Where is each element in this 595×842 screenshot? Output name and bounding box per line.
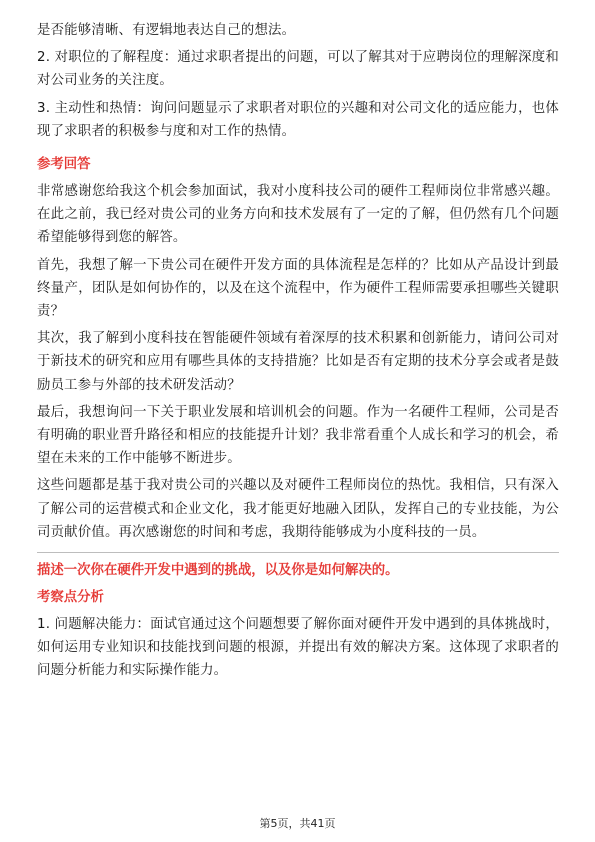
answer-paragraph-2: 首先，我想了解一下贵公司在硬件开发方面的具体流程是怎样的？比如从产品设计到最终量产，团队是如何协作的，以及在这个流程中，作为硬件工程师需要承担哪些关键职责？ [37,257,559,320]
question-heading: 描述一次你在硬件开发中遇到的挑战，以及你是如何解决的。 [37,563,399,579]
answer-paragraph-4: 最后，我想询问一下关于职业发展和培训机会的问题。作为一名硬件工程师，公司是否有明确的职业晋升路径和相应的技能提升计划？我非常看重个人成长和学习的机会，希望在未来的工作中能够不断进步。 [37,404,559,467]
section-divider [37,552,559,553]
reference-answer-heading: 参考回答 [37,157,91,173]
answer-paragraph-1: 非常感谢您给我这个机会参加面试，我对小度科技公司的硬件工程师岗位非常感兴趣。在此之前，我已经对贵公司的业务方向和技术发展有了一定的了解，但仍然有几个问题希望能够得到您的解答。 [37,184,559,246]
page-content [37,19,559,683]
analysis-heading: 考察点分析 [37,590,104,606]
page-footer: 第5页，共41页 [259,817,336,830]
answer-paragraph-3: 其次，我了解到小度科技在智能硬件领域有着深厚的技术积累和创新能力，请问公司对于新技术的研究和应用有哪些具体的支持措施？比如是否有定期的技术分享会或者是鼓励员工参与外部的技术研发活动？ [37,331,559,393]
analysis-paragraph-1: 1. 问题解决能力：面试官通过这个问题想要了解你面对硬件开发中遇到的具体挑战时，如何运用专业知识和技能找到问题的根源，并提出有效的解决方案。这体现了求职者的问题分析能力和实际操作能力。 [37,617,559,679]
top-paragraph-1: 是否能够清晰、有逻辑地表达自己的想法。 [37,23,296,38]
top-paragraph-3: 3. 主动性和热情：询问问题显示了求职者对职位的兴趣和对公司文化的适应能力，也体现了求职者的积极参与度和对工作的热情。 [37,100,559,139]
answer-paragraph-5: 这些问题都是基于我对贵公司的兴趣以及对硬件工程师岗位的热忱。我相信，只有深入了解公司的运营模式和企业文化，我才能更好地融入团队，发挥自己的专业技能，为公司贡献价值。再次感谢您的时间和考虑，我期待能够成为小度科技的一员。 [37,478,559,540]
top-paragraph-2: 2. 对职位的了解程度：通过求职者提出的问题，可以了解其对于应聘岗位的理解深度和对公司业务的关注度。 [37,50,559,89]
